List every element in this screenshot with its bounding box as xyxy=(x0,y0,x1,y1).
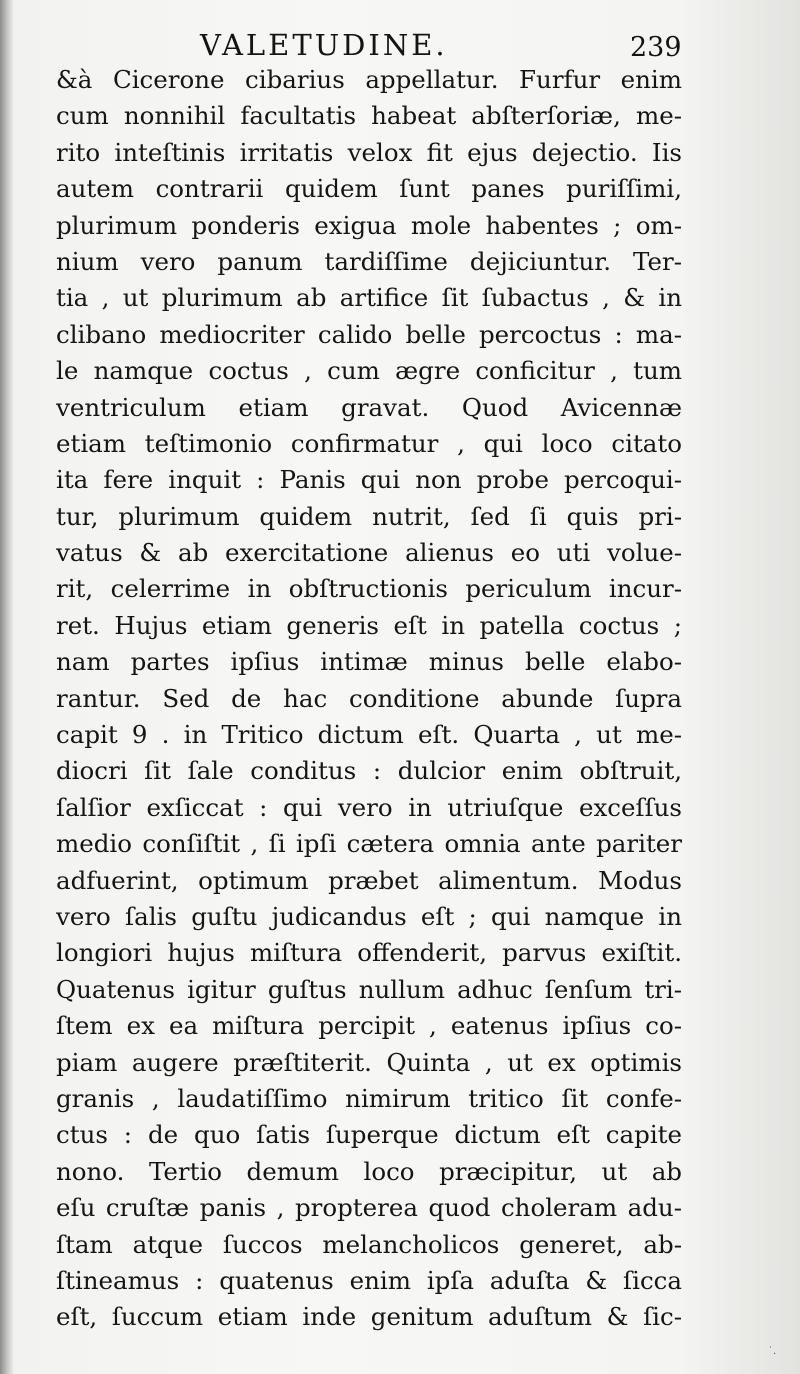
text-line: le namque coctus , cum ægre conficitur , tum xyxy=(56,356,682,386)
page-number: 239 xyxy=(630,32,682,63)
text-line: capit 9 . in Tritico dictum eſt. Quarta , ut me- xyxy=(56,720,682,750)
text-line: plurimum ponderis exigua mole habentes ; om- xyxy=(56,210,682,240)
text-line: cum nonnihil facultatis habeat abſterſoriæ, me- xyxy=(56,101,682,131)
text-line: longiori hujus miſtura offenderit, parvus exiſtit. xyxy=(56,938,682,968)
text-line: autem contrarii quidem ſunt panes puriſſimi, xyxy=(56,174,682,204)
text-line: ctus : de quo ſatis ſuperque dictum eſt capite xyxy=(56,1120,682,1150)
text-line: eſt, ſuccum etiam inde genitum aduſtum & ſic- xyxy=(56,1302,682,1332)
text-line: rito inteſtinis irritatis velox fit ejus dejectio. Iis xyxy=(56,137,682,167)
text-line: tur, plurimum quidem nutrit, ſed ſi quis pri- xyxy=(56,501,682,531)
body-text xyxy=(56,62,682,1336)
text-line: nono. Tertio demum loco præcipitur, ut ab xyxy=(56,1156,682,1186)
running-head: VALETUDINE. xyxy=(200,28,448,62)
text-line: ret. Hujus etiam generis eſt in patella coctus ; xyxy=(56,610,682,640)
text-line: adfuerint, optimum præbet alimentum. Modus xyxy=(56,865,682,895)
text-line: rantur. Sed de hac conditione abunde ſupra xyxy=(56,683,682,713)
corner-mark: ˙. xyxy=(768,1346,777,1357)
text-line: piam augere præſtiterit. Quinta , ut ex optimis xyxy=(56,1047,682,1077)
text-line: &à Cicerone cibarius appellatur. Furfur enim xyxy=(56,65,682,94)
text-line: nam partes ipſius intimæ minus belle elabo- xyxy=(56,647,682,677)
text-line: nium vero panum tardiſſime dejiciuntur. Ter- xyxy=(56,246,682,276)
text-line: ita fere inquit : Panis qui non probe percoqui- xyxy=(56,465,682,495)
text-line: diocri ſit ſale conditus : dulcior enim obſtruit, xyxy=(56,756,682,786)
text-line: ſtem ex ea miſtura percipit , eatenus ipſius co- xyxy=(56,1011,682,1041)
text-line: tia , ut plurimum ab artifice ſit ſubactus , & in xyxy=(56,283,682,313)
text-line: ſalſior exſiccat : qui vero in utriuſque exceſſus xyxy=(56,792,682,822)
text-line: Quatenus igitur guſtus nullum adhuc ſenſum tri- xyxy=(56,974,682,1004)
text-line: ventriculum etiam gravat. Quod Avicennæ xyxy=(56,392,682,422)
text-line: vatus & ab exercitatione alienus eo uti volue- xyxy=(56,538,682,568)
text-line: ſtam atque ſuccos melancholicos generet, ab- xyxy=(56,1229,682,1259)
text-line: eſu cruſtæ panis , propterea quod choleram adu- xyxy=(56,1193,682,1223)
text-line: granis , laudatiſſimo nimirum tritico ſit confe- xyxy=(56,1083,682,1113)
text-line: etiam teſtimonio confirmatur , qui loco citato xyxy=(56,428,682,458)
text-line: clibano mediocriter calido belle percoctus : ma- xyxy=(56,319,682,349)
gutter-shadow xyxy=(0,0,14,1374)
text-line: medio conſiſtit , ſi ipſi cætera omnia ante pariter xyxy=(56,829,682,859)
text-line: vero ſalis guſtu judicandus eſt ; qui namque in xyxy=(56,901,682,931)
text-line: ſtineamus : quatenus enim ipſa aduſta & ſicca xyxy=(56,1265,682,1295)
text-line: rit, celerrime in obſtructionis periculum incur- xyxy=(56,574,682,604)
